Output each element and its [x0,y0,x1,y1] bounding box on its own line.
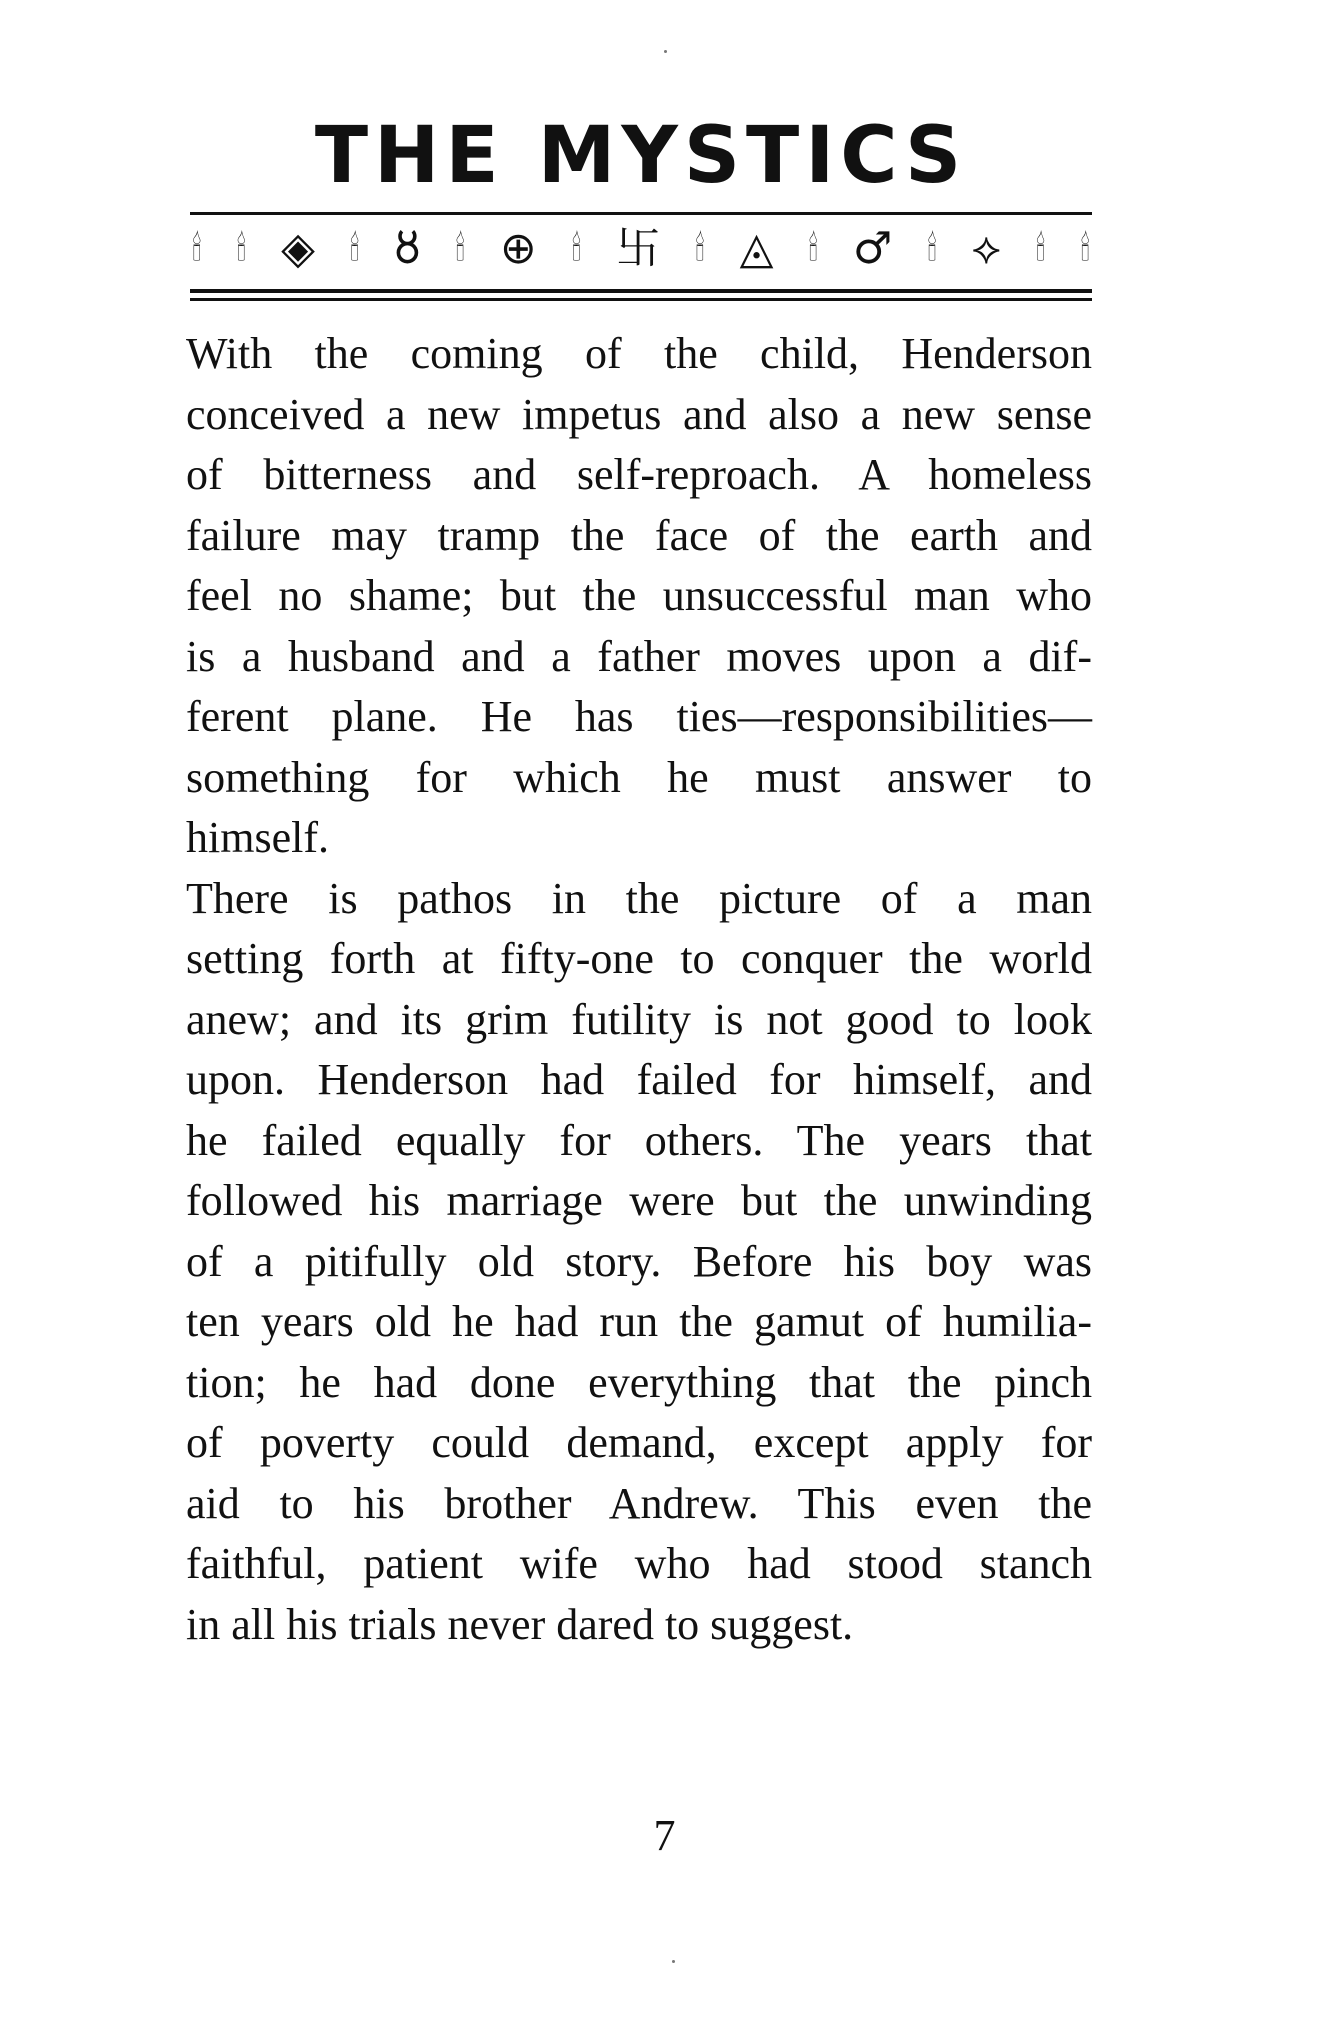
text-line: anew; and its grim futility is not good to look [186,994,1092,1044]
ornament-glyph-row [190,215,1092,283]
text-line: he failed equally for others. The years that [186,1115,1092,1165]
text-line: failure may tramp the face of the earth and [186,510,1092,560]
flame-icon: 🕯 [349,229,360,269]
triangle-icon: ◬ [739,223,774,274]
flame-icon: 🕯 [455,229,465,269]
text-line: With the coming of the child, Henderson [186,329,1092,378]
diamond-icon: ◈ [281,223,315,274]
text-line: of poverty could demand, except apply for [186,1418,1092,1467]
flame-icon: 🕯 [927,229,937,269]
text-line: of bitterness and self-reproach. A homeless [186,450,1092,499]
mars-icon: ♂ [852,223,893,274]
paragraph [186,324,1092,869]
text-line: conceived a new impetus and also a new sense [186,389,1092,439]
flame-icon: 🕯 [571,229,582,269]
text-line: himself. [186,813,329,862]
knot-icon: 🜘 [394,223,421,274]
ornament-band [190,212,1092,301]
flame-icon: 🕯 [192,229,202,269]
text-line: is a husband and a father moves upon a dif- [186,631,1092,681]
swastika-icon: 卐 [616,223,661,274]
paper-speck [672,1960,675,1963]
flame-icon: 🕯 [236,229,247,269]
ornament-bottom-rule [190,289,1092,301]
flame-icon: 🕯 [1035,229,1046,269]
page-number: 7 [653,1811,676,1860]
text-line: in all his trials never dared to suggest. [186,1599,854,1649]
text-line: ferent plane. He has ties—responsibilities— [186,692,1092,741]
paper-speck [664,50,667,53]
flame-icon: 🕯 [1080,229,1090,269]
text-line: upon. Henderson had failed for himself, and [186,1055,1092,1104]
running-head: THE MYSTICS [314,111,968,201]
heart-diamond-icon: ⟡ [971,223,1001,274]
text-line: feel no shame; but the unsuccessful man who [186,571,1092,620]
text-line: There is pathos in the picture of a man [186,873,1092,923]
text-line: followed his marriage were but the unwinding [186,1176,1092,1225]
text-line: tion; he had done everything that the pinch [186,1357,1092,1407]
text-line: setting forth at fifty-one to conquer the world [186,934,1092,983]
paragraph [186,869,1092,1656]
text-line: ten years old he had run the gamut of humilia- [186,1297,1092,1346]
body-text [186,324,1092,1655]
flame-icon: 🕯 [695,229,705,269]
circled-cross-icon: ⊕ [499,223,537,274]
text-line: of a pitifully old story. Before his boy was [186,1236,1092,1286]
flame-icon: 🕯 [808,229,819,269]
text-line: aid to his brother Andrew. This even the [186,1478,1092,1528]
text-line: faithful, patient wife who had stood stanch [186,1539,1092,1588]
text-line: something for which he must answer to [186,752,1092,802]
